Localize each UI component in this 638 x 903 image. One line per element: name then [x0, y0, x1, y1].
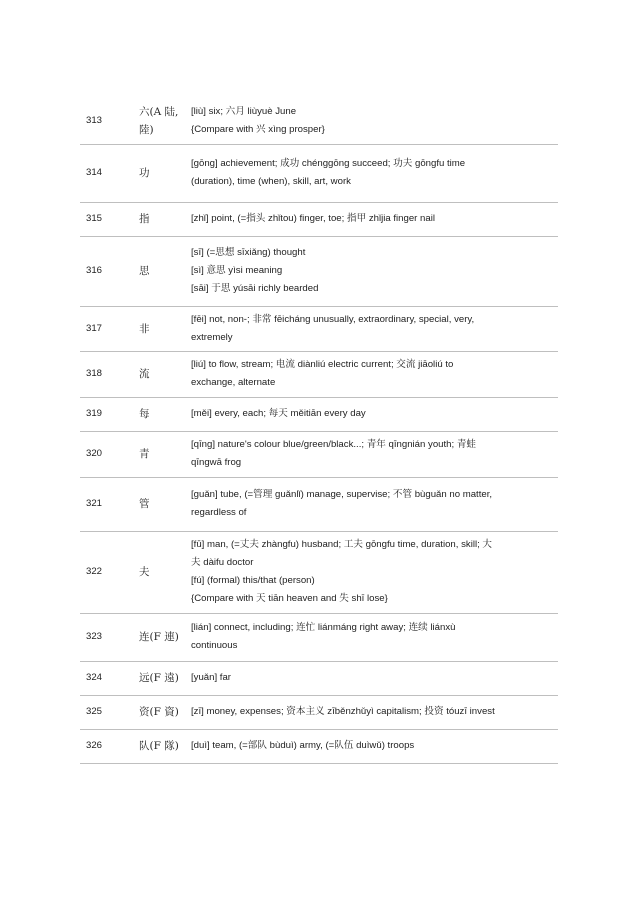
entry-definition: [183, 431, 558, 477]
table-row: [80, 729, 558, 763]
entry-definition: [183, 661, 558, 695]
table-row: [80, 202, 558, 236]
character-line: 陸): [139, 123, 154, 136]
definition-line: qīngwā frog: [191, 457, 242, 468]
character-line: 管: [139, 498, 150, 510]
definition-line: {Compare with 天 tiān heaven and 失 shī lose}: [191, 593, 388, 604]
definition-line: extremely: [191, 331, 233, 343]
table-row: [80, 695, 558, 729]
entry-number: 313: [80, 98, 131, 144]
entry-definition: [183, 397, 558, 431]
entry-character: [131, 613, 183, 661]
definition-line: [fū] man, (=丈夫 zhàngfu) husband; 工夫 gōngfu time, duration, skill; 大: [191, 539, 493, 550]
entry-definition: [183, 351, 558, 397]
character-line: 思: [139, 265, 150, 277]
entry-definition: [183, 98, 558, 144]
definition-line: (duration), time (when), skill, art, work: [191, 176, 351, 187]
table-row: [80, 661, 558, 695]
character-line: 每: [139, 408, 150, 420]
entry-number: 316: [80, 236, 131, 306]
definition-line: [sī] (=思想 sīxiǎng) thought: [191, 247, 306, 258]
definition-line: [qīng] nature's colour blue/green/black...; 青年 qīngnián youth; 青蛙: [191, 439, 477, 450]
character-line: 连(F 連): [139, 631, 179, 643]
entry-definition: [183, 236, 558, 306]
entry-character: [131, 236, 183, 306]
entry-number: 320: [80, 431, 131, 477]
table-row: [80, 98, 558, 144]
character-line: 青: [139, 448, 150, 460]
entry-definition: [183, 531, 558, 613]
character-line: 指: [139, 213, 150, 225]
entry-character: [131, 431, 183, 477]
entry-character: [131, 695, 183, 729]
entry-character: [131, 351, 183, 397]
character-line: 夫: [139, 566, 150, 578]
definition-line: [měi] every, each; 每天 měitiān every day: [191, 408, 366, 419]
definition-line: [duì] team, (=部队 bùduì) army, (=队伍 duìwǔ) troops: [191, 740, 415, 751]
entry-number: 323: [80, 613, 131, 661]
definition-line: [fú] (formal) this/that (person): [191, 575, 315, 586]
entry-character: [131, 397, 183, 431]
definition-line: [fēi] not, non-; 非常 fēicháng unusually, extraordinary, special, very,: [191, 313, 475, 325]
entry-number: 325: [80, 695, 131, 729]
table-row: [80, 351, 558, 397]
character-line: 资(F 資): [139, 706, 179, 718]
definition-line: [sāi] 于思 yúsāi richly bearded: [191, 283, 319, 294]
entry-definition: [183, 695, 558, 729]
character-line: 流: [139, 368, 150, 380]
entry-definition: [183, 613, 558, 661]
entry-character: [131, 202, 183, 236]
definition-line: exchange, alternate: [191, 377, 276, 388]
entry-number: 324: [80, 661, 131, 695]
entry-character: [131, 477, 183, 531]
definition-line: [gōng] achievement; 成功 chénggōng succeed; 功夫 gōngfu time: [191, 158, 466, 169]
table-row: [80, 306, 558, 351]
entry-character: [131, 144, 183, 202]
entry-character: [131, 98, 183, 144]
definition-line: continuous: [191, 640, 238, 651]
definition-line: {Compare with 兴 xìng prosper}: [191, 123, 325, 135]
definition-line: [zhǐ] point, (=指头 zhǐtou) finger, toe; 指甲 zhǐjia finger nail: [191, 213, 435, 224]
entry-definition: [183, 729, 558, 763]
character-line: 功: [139, 167, 150, 179]
entry-number: 322: [80, 531, 131, 613]
entry-character: [131, 531, 183, 613]
entry-number: 314: [80, 144, 131, 202]
definition-line: [zī] money, expenses; 资本主义 zīběnzhǔyì capitalism; 投资 tóuzī invest: [191, 706, 495, 717]
definition-line: [yuǎn] far: [191, 672, 231, 683]
definition-line: [lián] connect, including; 连忙 liánmáng right away; 连续 liánxù: [191, 622, 456, 633]
table-row: [80, 397, 558, 431]
character-line: 队(F 隊): [139, 740, 179, 752]
table-row: [80, 613, 558, 661]
entry-character: [131, 729, 183, 763]
definition-line: 夫 dàifu doctor: [191, 557, 254, 568]
entry-definition: [183, 202, 558, 236]
table-row: [80, 477, 558, 531]
table-row: [80, 144, 558, 202]
table-row: [80, 236, 558, 306]
definition-line: [liú] to flow, stream; 电流 diànliú electric current; 交流 jiāoliú to: [191, 359, 454, 370]
entry-number: 319: [80, 397, 131, 431]
definition-line: regardless of: [191, 507, 247, 518]
entry-number: 317: [80, 306, 131, 351]
entry-number: 321: [80, 477, 131, 531]
character-line: 六(A 陆,: [139, 105, 179, 118]
table-row: [80, 531, 558, 613]
entry-number: 315: [80, 202, 131, 236]
entry-number: 326: [80, 729, 131, 763]
vocabulary-table: [80, 98, 558, 764]
definition-line: [sì] 意思 yìsi meaning: [191, 265, 283, 276]
vocabulary-table-body: [80, 98, 558, 763]
table-row: [80, 431, 558, 477]
entry-character: [131, 661, 183, 695]
entry-character: [131, 306, 183, 351]
entry-definition: [183, 477, 558, 531]
entry-definition: [183, 306, 558, 351]
definition-line: [guǎn] tube, (=管理 guǎnlǐ) manage, supervise; 不管 bùguǎn no matter,: [191, 489, 493, 500]
definition-line: [liù] six; 六月 liùyuè June: [191, 105, 297, 117]
character-line: 非: [139, 322, 150, 335]
entry-number: 318: [80, 351, 131, 397]
entry-definition: [183, 144, 558, 202]
character-line: 远(F 遠): [139, 672, 179, 684]
